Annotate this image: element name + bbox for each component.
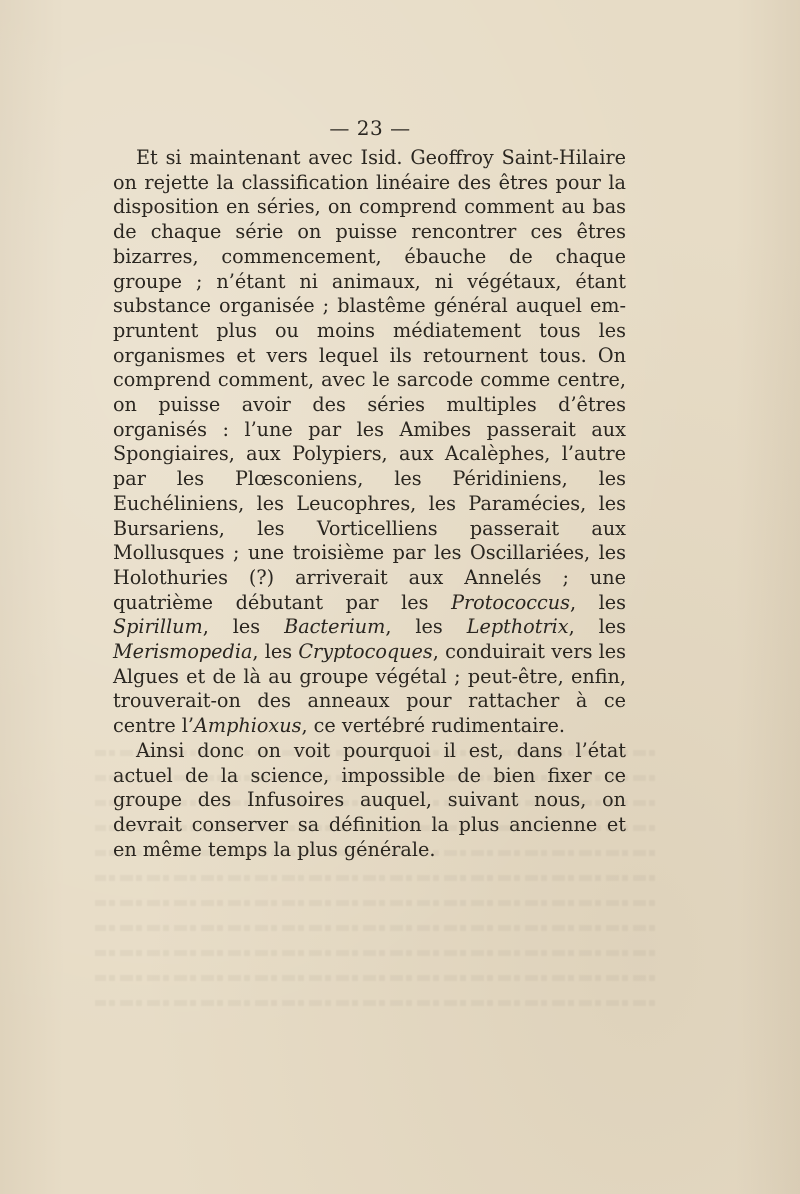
text-segment: , les	[252, 640, 299, 664]
bleed-line	[95, 865, 655, 890]
text-segment: , les	[202, 615, 285, 639]
bleed-line	[95, 990, 655, 1015]
text-segment: , les	[569, 590, 626, 614]
italic-term: Cryptocoques	[298, 640, 433, 664]
italic-term: Lepthotrix	[466, 615, 569, 639]
italic-term: Protococcus	[451, 590, 570, 614]
page-number: — 23 —	[329, 116, 411, 140]
bleed-line	[95, 940, 655, 965]
text-segment: , conduirait vers les Algues et de là au groupe végétal ; peut-être, enfin, trouverait-on des anneaux pour rattacher à ce centre l’	[113, 640, 627, 738]
text-segment: , ce vertébré rudimentaire.	[301, 714, 565, 738]
italic-term: Bacterium	[284, 615, 386, 639]
italic-term: Amphioxus	[194, 714, 302, 738]
bleed-line	[95, 965, 655, 990]
text-segment: , les	[385, 615, 467, 639]
text-segment: , les	[568, 615, 626, 639]
body-text	[113, 146, 626, 862]
text-segment: Ainsi donc on voit pourquoi il est, dans l’état actuel de la science, impossible de bien fixer ce groupe des Infusoires auquel, suivant nous, on devrait conserver sa définition la plus ancienne et en même temps la plus générale.	[113, 738, 626, 861]
paragraph	[113, 739, 626, 863]
bleed-line	[95, 915, 655, 940]
italic-term: Merismopedia	[113, 640, 253, 664]
bleed-line	[95, 890, 655, 915]
text-segment: Et si maintenant avec Isid. Geoffroy Saint-Hilaire on rejette la classification linéaire des êtres pour la disposition en séries, on comprend comment au bas de chaque série on puisse rencontrer ces êtres bizarres, commencement, ébauche de chaque groupe ; n’étant ni animaux, ni végétaux, étant substance organisée ; blastême général auquel empruntent plus ou moins médiatement tous les organismes et vers lequel ils retournent tous. On comprend comment, avec le sarcode comme centre, on puisse avoir des séries multiples d’êtres organisés : l’une par les Amibes passerait aux Spongiaires, aux Polypiers, aux Acalèphes, l’autre par les Plœsconiens, les Péridiniens, les Euchéliniens, les Leucophres, les Paramécies, les Bursariens, les Vorticelliens passerait aux Mollusques ; une troisième par les Oscillariées, les Holothuries (?) arriverait aux Annelés ; une quatrième débutant par les	[113, 146, 626, 614]
paragraph	[113, 146, 626, 739]
italic-term: Spirillum	[113, 615, 203, 639]
